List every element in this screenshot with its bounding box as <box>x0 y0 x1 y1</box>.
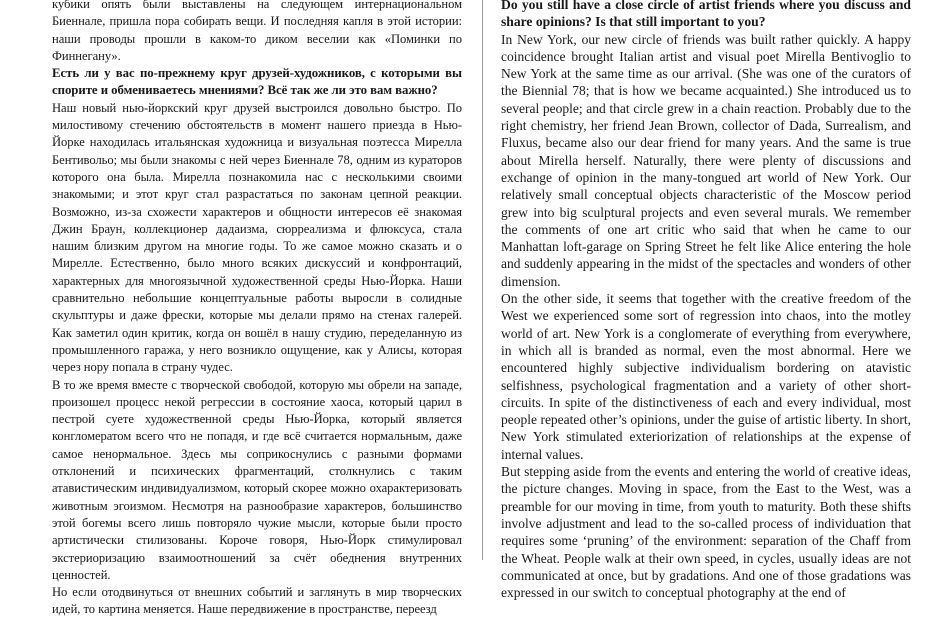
ru-answer-paragraph-2: В то же время вместе с творческой свободой, которую мы обрели на западе, произошел процесс некой регрессии в состояние хаоса, который царил в пестрой суете художественной среды Нью-Йорка, который является конгломератом всего что не попадя, и где всё считается нормальным, даже самое ненормальное. Здесь мы соприкоснулись с разными формами отклонений и психических фрагментаций, столкнулись с таким атавистическим индивидуализмом, который скорее можно охарактеризовать животным эгоизмом. Несмотря на разнообразие характеров, большинство этой богемы всего лишь повторяло чужие мысли, которые были просто артистически стилизованы. Короче говоря, Нью-Йорк стимулировал экстериоризацию взаимоотношений за счёт обеднения внутренних ценностей. <box>52 377 462 582</box>
en-answer-paragraph-2: On the other side, it seems that together with the creative freedom of the West we experienced some sort of regression into chaos, into the motley world of art. New York is a conglomerate of everything from everywhere, in which all is branded as normal, even the most abnormal. Here we encountered highly subjective individualism bordering on atavistic selfishness, psychological fragmentation and a variety of other short-circuits. In spite of the distinctiveness of each and every individual, most people repeated other’s opinions, under the guise of artistic liberty. In short, New York stimulated exteriorization of relationships at the expense of internal values. <box>501 291 911 462</box>
en-answer-paragraph-3: But stepping aside from the events and entering the world of creative ideas, the picture changes. Moving in space, from the East to the West, was a preamble for our moving in time, from youth to maturity. Both these shifts involve adjustment and lead to the so-called process of individuation that requires some ‘pruning’ of the environment: separation of the Chaff from the Wheat. People walk at their own speed, in cycles, usually ideas are not communicated at once, but by gradations. And one of those gradations was expressed in our switch to conceptual photography at the end of <box>501 464 911 601</box>
en-answer-paragraph-1: In New York, our new circle of friends was built rather quickly. A happy coincidence brought Italian artist and visual poet Mirella Bentivoglio to New York at the same time as our arrival. (She was one of the curators of the Biennial 78; that is how we became acquainted.) She introduced us to several people; and that circle grew in a chain reaction. Probably due to the right chemistry, her friend Jean Brown, collector of Dada, Surrealism, and Fluxus, became also our dear friend for many years. And the same is true about Mirella herself. Naturally, there were plenty of discussions and exchange of opinion in the many-tongued art world of New York. Our relatively small conceptual objects characteristic of the Moscow period grew into big sculptural projects and even several murals. We remember the comments of one art critic who said that when he came to our Manhattan loft-garage on Spring Street he felt like Alice entering the hole and suddenly appearing in the midst of the spectacles and wonders of other dimension. <box>501 31 911 289</box>
russian-text-column <box>52 0 462 619</box>
ru-paragraph-continued: кубики опять были выставлены на следующем интернациональном Биеннале, пришла пора собирать вещи. И последняя капля в этой истории: наши проводы прошли в каком-то диком веселии как «Поминки по Финнегану». <box>52 0 462 63</box>
en-interview-question: Do you still have a close circle of artist friends where you discuss and share opinions? Is that still important to you? <box>501 0 911 30</box>
ru-answer-paragraph-1: Наш новый нью-йоркский круг друзей выстроился довольно быстро. По милостивому стечению обстоятельств в момент нашего приезда в Нью-Йорке находилась итальянская художница и визуальная поэтесса Мирелла Бентивольо; мы были знакомы с ней через Биеннале 78, одним из кураторов которого она была. Мирелла познакомила нас с несколькими своими знакомыми; и этот круг стал разрастаться по законам цепной реакции. Возможно, из-за схожести характеров и общности интересов её знакомая Джин Браун, коллекционер дадаизма, сюрреализма и флюксуса, стала нашим близким другом на многие годы. То же самое можно сказать и о Мирелле. Естественно, было много всяких дискуссий и конфронтаций, характерных для многоязычной художественной среды Нью-Йорка. Наши сравнительно небольшие концептуальные работы выросли в солидные скульптуры и даже фрески, которые мы делали прямо на стенах галерей. Как заметил один критик, когда он вошёл в нашу студию, переделанную из промышленного гаража, у него возникло ощущение, как у Алисы, которая через нору попала в страну чудес. <box>52 100 462 375</box>
english-text-column <box>501 0 911 601</box>
ru-interview-question: Есть ли у вас по-прежнему круг друзей-художников, с которыми вы спорите и обмениваетесь мнениями? Всё так же ли это вам важно? <box>52 66 462 98</box>
ru-answer-paragraph-3: Но если отодвинуться от внешних событий и заглянуть в мир творческих идей, то картина меняется. Наше передвижение в пространстве, переезд <box>52 585 462 617</box>
column-divider <box>482 0 483 560</box>
